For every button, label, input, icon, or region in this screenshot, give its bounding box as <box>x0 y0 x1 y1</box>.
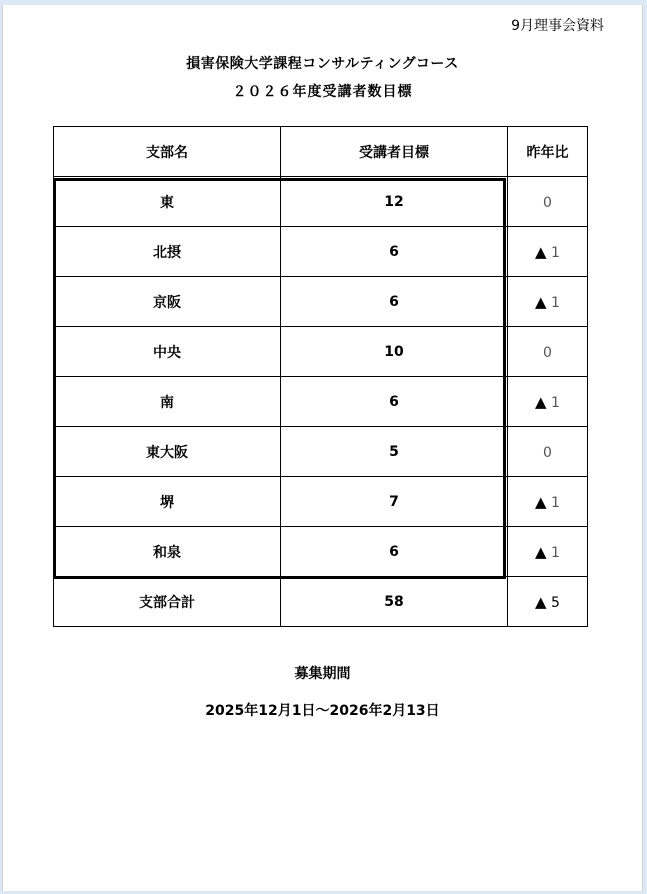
document-title: 損害保険大学課程コンサルティングコース <box>186 56 459 72</box>
target-value: 6 <box>281 527 508 577</box>
branch-name: 堺 <box>54 477 281 527</box>
yoy-number: 1 <box>551 244 560 261</box>
yoy-number: 5 <box>551 594 560 611</box>
table-row <box>54 477 588 527</box>
yoy-number: 1 <box>551 394 560 411</box>
branch-name: 中央 <box>54 327 281 377</box>
branch-name: 和泉 <box>54 527 281 577</box>
branch-name: 東 <box>54 177 281 227</box>
header-yoy: 昨年比 <box>508 127 588 177</box>
table-row <box>54 277 588 327</box>
branch-name: 南 <box>54 377 281 427</box>
table-row <box>54 377 588 427</box>
table-row <box>54 427 588 477</box>
yoy-number: 0 <box>543 444 552 461</box>
yoy-number: 1 <box>551 544 560 561</box>
header-target: 受講者目標 <box>281 127 508 177</box>
table-row <box>54 227 588 277</box>
target-value: 10 <box>281 327 508 377</box>
yoy-number: 0 <box>543 194 552 211</box>
meeting-note: 9月理事会資料 <box>511 18 604 34</box>
target-value: 6 <box>281 277 508 327</box>
table-row <box>54 177 588 227</box>
decrease-triangle-icon: ▲ <box>535 242 547 261</box>
target-value: 6 <box>281 227 508 277</box>
yoy-value <box>508 527 588 577</box>
total-yoy <box>508 577 588 627</box>
table-header-row <box>54 127 588 177</box>
yoy-value <box>508 377 588 427</box>
yoy-value <box>508 327 588 377</box>
recruitment-period-label: 募集期間 <box>294 666 351 682</box>
yoy-value <box>508 427 588 477</box>
document-page <box>2 5 643 891</box>
branch-name: 東大阪 <box>54 427 281 477</box>
total-label: 支部合計 <box>54 577 281 627</box>
yoy-number: 1 <box>551 494 560 511</box>
header-branch: 支部名 <box>54 127 281 177</box>
target-value: 6 <box>281 377 508 427</box>
targets-table <box>53 126 588 627</box>
yoy-value <box>508 227 588 277</box>
decrease-triangle-icon: ▲ <box>535 542 547 561</box>
decrease-triangle-icon: ▲ <box>535 392 547 411</box>
yoy-value <box>508 177 588 227</box>
yoy-number: 1 <box>551 294 560 311</box>
target-value: 5 <box>281 427 508 477</box>
table-row <box>54 327 588 377</box>
target-value: 12 <box>281 177 508 227</box>
branch-name: 北摂 <box>54 227 281 277</box>
target-value: 7 <box>281 477 508 527</box>
table-row <box>54 527 588 577</box>
yoy-number: 0 <box>543 344 552 361</box>
decrease-triangle-icon: ▲ <box>535 592 547 611</box>
yoy-value <box>508 477 588 527</box>
branch-name: 京阪 <box>54 277 281 327</box>
decrease-triangle-icon: ▲ <box>535 492 547 511</box>
yoy-value <box>508 277 588 327</box>
recruitment-period-dates: 2025年12月1日～2026年2月13日 <box>205 703 440 719</box>
total-target: 58 <box>281 577 508 627</box>
decrease-triangle-icon: ▲ <box>535 292 547 311</box>
document-subtitle: ２０２６年度受講者数目標 <box>232 84 413 100</box>
total-row <box>54 577 588 627</box>
